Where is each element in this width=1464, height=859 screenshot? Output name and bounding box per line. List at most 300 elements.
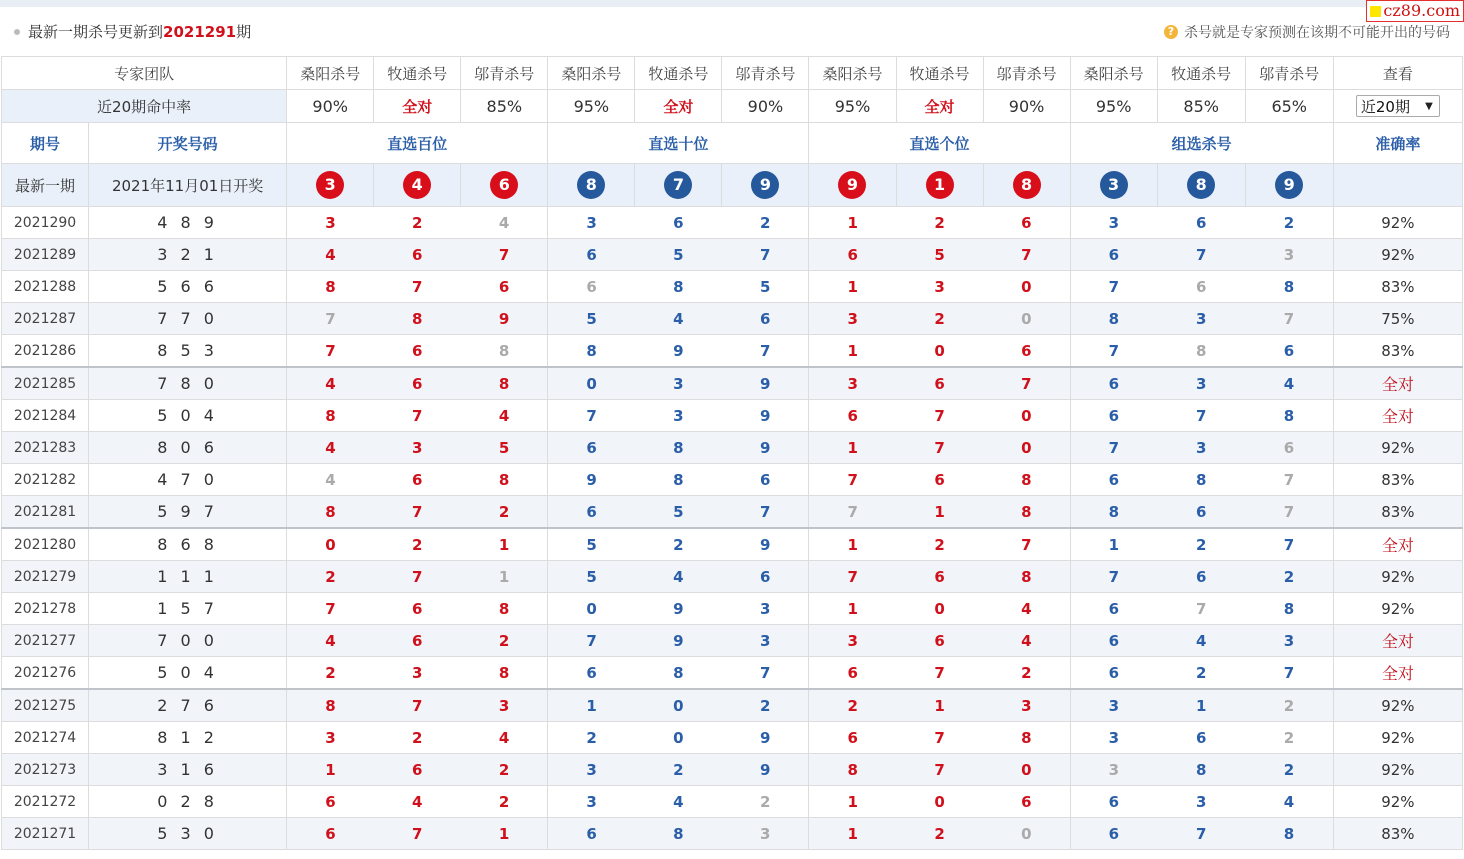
table-row: [2, 496, 1463, 529]
latest-kill-cell: [1245, 164, 1333, 207]
kill-number: 6: [548, 496, 635, 529]
accuracy-value: 75%: [1333, 303, 1462, 335]
kill-number: 4: [374, 786, 461, 818]
table-row: [2, 400, 1463, 432]
kill-number: 4: [287, 625, 374, 657]
kill-number: 3: [461, 689, 548, 722]
latest-kill-cell: [374, 164, 461, 207]
table-row: [2, 561, 1463, 593]
draw-number: 1 5 7: [89, 593, 287, 625]
hit-rate-value: 90%: [287, 90, 374, 123]
draw-number: 5 6 6: [89, 271, 287, 303]
accuracy-column-header: 准确率: [1333, 123, 1462, 164]
kill-number: 2: [896, 207, 983, 239]
kill-number: 3: [809, 367, 896, 400]
kill-number: 5: [548, 528, 635, 561]
kill-number: 3: [287, 722, 374, 754]
expert-name: 牧通杀号: [896, 57, 983, 90]
issue-column-header: 期号: [2, 123, 89, 164]
kill-number: 7: [896, 754, 983, 786]
kill-number: 2: [287, 657, 374, 690]
kill-number: 6: [1157, 561, 1245, 593]
draw-number: 3 2 1: [89, 239, 287, 271]
kill-number: 6: [548, 239, 635, 271]
watermark-square-icon: [1370, 6, 1381, 17]
kill-number: 6: [1070, 625, 1157, 657]
kill-number: 1: [1070, 528, 1157, 561]
table-row: [2, 786, 1463, 818]
kill-number: 7: [1157, 400, 1245, 432]
table-row: [2, 432, 1463, 464]
latest-kill-cell: [1070, 164, 1157, 207]
hit-rate-row: [2, 90, 1463, 123]
draw-number: 5 0 4: [89, 657, 287, 690]
latest-kill-ball: 8: [1187, 171, 1215, 199]
kill-number: 7: [983, 239, 1070, 271]
kill-number: 3: [548, 754, 635, 786]
kill-number: 5: [461, 432, 548, 464]
kill-number: 3: [722, 593, 809, 625]
kill-number: 4: [635, 561, 722, 593]
kill-number: 3: [548, 786, 635, 818]
title-suffix: 期: [236, 23, 252, 41]
kill-number: 7: [548, 400, 635, 432]
hit-rate-value: 95%: [1070, 90, 1157, 123]
kill-number: 8: [635, 464, 722, 496]
kill-number: 4: [287, 432, 374, 464]
issue-number: 2021281: [2, 496, 89, 529]
kill-number: 7: [1245, 464, 1333, 496]
kill-number: 6: [809, 657, 896, 690]
kill-number: 6: [1070, 367, 1157, 400]
latest-kill-ball: 3: [1100, 171, 1128, 199]
kill-number: 2: [896, 528, 983, 561]
kill-number: 3: [983, 689, 1070, 722]
kill-number: 1: [896, 689, 983, 722]
hit-rate-value: 85%: [1157, 90, 1245, 123]
kill-number: 7: [809, 561, 896, 593]
latest-kill-ball: 9: [838, 171, 866, 199]
hit-rate-value: 90%: [722, 90, 809, 123]
kill-number: 8: [635, 271, 722, 303]
kill-number: 7: [374, 561, 461, 593]
kill-number: 6: [1070, 786, 1157, 818]
kill-number: 4: [461, 722, 548, 754]
latest-label: 最新一期: [2, 164, 89, 207]
kill-number: 8: [1157, 754, 1245, 786]
kill-number: 2: [461, 625, 548, 657]
kill-number: 7: [1157, 593, 1245, 625]
hit-rate-value: 全对: [896, 90, 983, 123]
hit-rate-value: 全对: [635, 90, 722, 123]
accuracy-value: 92%: [1333, 239, 1462, 271]
kill-number: 6: [1070, 818, 1157, 850]
expert-name: 邬青杀号: [722, 57, 809, 90]
table-row: [2, 239, 1463, 271]
kill-number: 6: [548, 818, 635, 850]
kill-number: 6: [896, 561, 983, 593]
accuracy-value: 92%: [1333, 432, 1462, 464]
kill-number: 9: [722, 754, 809, 786]
kill-number: 2: [722, 207, 809, 239]
kill-number: 8: [983, 496, 1070, 529]
kill-number: 1: [1157, 689, 1245, 722]
latest-kill-ball: 8: [1013, 171, 1041, 199]
issue-number: 2021276: [2, 657, 89, 690]
bullet-icon: [14, 29, 20, 35]
kill-number: 2: [287, 561, 374, 593]
latest-kill-cell: [635, 164, 722, 207]
kill-number: 6: [983, 207, 1070, 239]
kill-number: 7: [461, 239, 548, 271]
kill-number: 5: [548, 561, 635, 593]
kill-number: 3: [287, 207, 374, 239]
kill-number: 7: [983, 528, 1070, 561]
latest-prediction-row: [2, 164, 1463, 207]
page-title: [28, 21, 251, 42]
kill-number: 8: [287, 271, 374, 303]
kill-number: 1: [461, 528, 548, 561]
kill-number: 2: [809, 689, 896, 722]
kill-number: 4: [983, 625, 1070, 657]
draw-number: 5 9 7: [89, 496, 287, 529]
latest-kill-ball: 9: [751, 171, 779, 199]
table-row: [2, 625, 1463, 657]
group-header: 直选十位: [548, 123, 809, 164]
accuracy-value: 83%: [1333, 464, 1462, 496]
kill-number: 3: [1157, 786, 1245, 818]
kill-number: 9: [548, 464, 635, 496]
kill-number: 7: [1245, 496, 1333, 529]
latest-kill-ball: 3: [316, 171, 344, 199]
kill-number: 2: [1245, 561, 1333, 593]
kill-number: 7: [1070, 561, 1157, 593]
kill-number: 7: [1157, 818, 1245, 850]
kill-number: 6: [1157, 722, 1245, 754]
kill-number: 6: [896, 464, 983, 496]
table-row: [2, 657, 1463, 690]
kill-number: 1: [287, 754, 374, 786]
kill-number: 4: [461, 400, 548, 432]
latest-kill-cell: [896, 164, 983, 207]
hit-rate-value: 65%: [1245, 90, 1333, 123]
kill-number: 4: [635, 303, 722, 335]
kill-number: 8: [1245, 271, 1333, 303]
kill-number: 7: [1245, 657, 1333, 690]
kill-number: 0: [548, 367, 635, 400]
issue-number: 2021288: [2, 271, 89, 303]
kill-number: 8: [635, 657, 722, 690]
kill-number: 6: [809, 722, 896, 754]
kill-number: 6: [1157, 207, 1245, 239]
kill-number: 9: [461, 303, 548, 335]
draw-number: 7 0 0: [89, 625, 287, 657]
kill-number: 8: [461, 367, 548, 400]
kill-number: 9: [635, 593, 722, 625]
kill-number: 1: [896, 496, 983, 529]
accuracy-value: 83%: [1333, 335, 1462, 368]
kill-number: 8: [461, 335, 548, 368]
kill-number: 2: [1157, 657, 1245, 690]
draw-number: 4 8 9: [89, 207, 287, 239]
kill-number: 9: [722, 432, 809, 464]
kill-number: 3: [722, 818, 809, 850]
table-row: [2, 367, 1463, 400]
kill-number: 3: [1070, 754, 1157, 786]
kill-number: 6: [1070, 400, 1157, 432]
kill-number: 2: [461, 786, 548, 818]
site-watermark: [1366, 0, 1464, 22]
kill-number: 0: [896, 593, 983, 625]
kill-number: 2: [1245, 689, 1333, 722]
kill-number: 7: [1070, 271, 1157, 303]
kill-number: 6: [1245, 335, 1333, 368]
kill-number: 2: [983, 657, 1070, 690]
expert-name: 牧通杀号: [635, 57, 722, 90]
kill-number: 1: [461, 818, 548, 850]
table-row: [2, 754, 1463, 786]
issue-number: 2021290: [2, 207, 89, 239]
kill-number: 0: [983, 818, 1070, 850]
kill-number: 8: [1245, 818, 1333, 850]
kill-number: 6: [548, 271, 635, 303]
kill-number: 3: [548, 207, 635, 239]
kill-number: 8: [1245, 593, 1333, 625]
latest-issue-number: 2021291: [163, 23, 237, 41]
table-row: [2, 722, 1463, 754]
issue-number: 2021287: [2, 303, 89, 335]
kill-number: 2: [374, 207, 461, 239]
accuracy-value: 92%: [1333, 561, 1462, 593]
kill-number: 2: [1245, 722, 1333, 754]
kill-number: 3: [1157, 432, 1245, 464]
latest-kill-cell: [548, 164, 635, 207]
kill-number: 6: [722, 561, 809, 593]
kill-number: 2: [1245, 754, 1333, 786]
kill-number: 6: [374, 335, 461, 368]
kill-number: 6: [1070, 239, 1157, 271]
kill-number: 9: [722, 722, 809, 754]
kill-number: 7: [722, 657, 809, 690]
kill-number: 5: [635, 239, 722, 271]
kill-number: 2: [374, 528, 461, 561]
hit-rate-value: 90%: [983, 90, 1070, 123]
hit-rate-value: 95%: [548, 90, 635, 123]
kill-number: 2: [548, 722, 635, 754]
kill-number: 8: [983, 722, 1070, 754]
watermark-text: cz89.com: [1383, 1, 1460, 20]
kill-number: 6: [548, 657, 635, 690]
kill-number: 8: [461, 593, 548, 625]
latest-kill-cell: [287, 164, 374, 207]
kill-number: 8: [548, 335, 635, 368]
kill-number: 3: [896, 271, 983, 303]
kill-number: 3: [1245, 625, 1333, 657]
kill-number: 6: [983, 786, 1070, 818]
kill-number: 2: [896, 818, 983, 850]
issue-number: 2021271: [2, 818, 89, 850]
kill-number: 0: [983, 303, 1070, 335]
table-row: [2, 818, 1463, 850]
draw-number: 5 3 0: [89, 818, 287, 850]
kill-number: 9: [635, 335, 722, 368]
kill-number: 2: [1245, 207, 1333, 239]
table-row: [2, 303, 1463, 335]
issue-number: 2021275: [2, 689, 89, 722]
kill-number: 4: [1245, 786, 1333, 818]
accuracy-value: 92%: [1333, 754, 1462, 786]
kill-number: 7: [722, 239, 809, 271]
kill-number: 3: [635, 367, 722, 400]
latest-kill-cell: [1157, 164, 1245, 207]
latest-kill-ball: 4: [403, 171, 431, 199]
kill-number: 1: [809, 593, 896, 625]
issue-number: 2021273: [2, 754, 89, 786]
kill-number: 6: [896, 625, 983, 657]
latest-draw-date: 2021年11月01日开奖: [89, 164, 287, 207]
kill-number: 7: [722, 335, 809, 368]
kill-number: 1: [809, 335, 896, 368]
page-header: [0, 10, 1464, 56]
hit-rate-value: 85%: [461, 90, 548, 123]
expert-name: 邬青杀号: [461, 57, 548, 90]
kill-number: 2: [635, 528, 722, 561]
kill-number: 8: [287, 689, 374, 722]
table-row: [2, 593, 1463, 625]
kill-number: 3: [1070, 689, 1157, 722]
period-select[interactable]: 近20期 ▼: [1356, 95, 1440, 117]
kill-number: 0: [287, 528, 374, 561]
kill-number: 7: [287, 303, 374, 335]
kill-number: 7: [548, 625, 635, 657]
kill-number: 7: [896, 722, 983, 754]
kill-number: 9: [722, 400, 809, 432]
latest-kill-ball: 6: [490, 171, 518, 199]
draw-number: 4 7 0: [89, 464, 287, 496]
kill-number: 6: [722, 464, 809, 496]
kill-number: 3: [1070, 722, 1157, 754]
kill-number: 7: [287, 593, 374, 625]
view-label: 查看: [1333, 57, 1462, 90]
group-header: 直选百位: [287, 123, 548, 164]
kill-number: 5: [896, 239, 983, 271]
kill-number: 6: [287, 786, 374, 818]
kill-number: 7: [722, 496, 809, 529]
accuracy-value: 83%: [1333, 818, 1462, 850]
kill-number: 2: [635, 754, 722, 786]
kill-number: 1: [461, 561, 548, 593]
accuracy-value: 全对: [1333, 528, 1462, 561]
issue-number: 2021285: [2, 367, 89, 400]
expert-name: 牧通杀号: [374, 57, 461, 90]
kill-number: 4: [287, 367, 374, 400]
expert-name: 邬青杀号: [1245, 57, 1333, 90]
kill-number: 6: [287, 818, 374, 850]
kill-number: 0: [896, 335, 983, 368]
kill-number: 7: [1245, 303, 1333, 335]
latest-kill-ball: 7: [664, 171, 692, 199]
kill-number: 6: [1070, 464, 1157, 496]
kill-number: 6: [548, 432, 635, 464]
kill-number: 8: [287, 496, 374, 529]
kill-number: 4: [287, 239, 374, 271]
issue-number: 2021283: [2, 432, 89, 464]
latest-kill-ball: 1: [926, 171, 954, 199]
kill-number: 7: [1070, 335, 1157, 368]
hit-rate-value: 95%: [809, 90, 896, 123]
kill-number: 2: [896, 303, 983, 335]
kill-number: 4: [1157, 625, 1245, 657]
group-header: 直选个位: [809, 123, 1070, 164]
draw-number: 7 7 0: [89, 303, 287, 335]
kill-number: 6: [722, 303, 809, 335]
expert-name: 牧通杀号: [1157, 57, 1245, 90]
expert-team-row: [2, 57, 1463, 90]
kill-number: 0: [983, 400, 1070, 432]
kill-number: 6: [1070, 657, 1157, 690]
kill-number: 8: [1070, 496, 1157, 529]
kill-number: 7: [374, 271, 461, 303]
table-row: [2, 464, 1463, 496]
kill-number: 0: [983, 754, 1070, 786]
accuracy-value: 全对: [1333, 367, 1462, 400]
kill-number: 7: [374, 689, 461, 722]
help-tip-text: 杀号就是专家预测在该期不可能开出的号码: [1184, 25, 1450, 41]
issue-number: 2021286: [2, 335, 89, 368]
kill-number: 7: [1070, 432, 1157, 464]
kill-number: 7: [1245, 528, 1333, 561]
kill-number: 2: [374, 722, 461, 754]
kill-number: 6: [461, 271, 548, 303]
kill-number: 0: [896, 786, 983, 818]
kill-number: 7: [896, 400, 983, 432]
kill-number: 8: [1070, 303, 1157, 335]
kill-number: 8: [287, 400, 374, 432]
latest-accuracy-empty: [1333, 164, 1462, 207]
table-row: [2, 271, 1463, 303]
kill-number: 1: [809, 818, 896, 850]
kill-number: 8: [809, 754, 896, 786]
kill-number: 7: [896, 657, 983, 690]
column-header-row: [2, 123, 1463, 164]
kill-number: 7: [809, 464, 896, 496]
kill-number: 6: [374, 239, 461, 271]
kill-number: 4: [287, 464, 374, 496]
kill-number: 6: [809, 400, 896, 432]
latest-kill-cell: [809, 164, 896, 207]
issue-number: 2021278: [2, 593, 89, 625]
table-row: [2, 689, 1463, 722]
group-header: 组选杀号: [1070, 123, 1333, 164]
accuracy-value: 全对: [1333, 625, 1462, 657]
issue-number: 2021277: [2, 625, 89, 657]
expert-name: 桑阳杀号: [1070, 57, 1157, 90]
kill-number: 6: [635, 207, 722, 239]
draw-number: 8 6 8: [89, 528, 287, 561]
accuracy-value: 92%: [1333, 722, 1462, 754]
accuracy-value: 全对: [1333, 657, 1462, 690]
kill-number: 7: [983, 367, 1070, 400]
kill-number: 3: [809, 625, 896, 657]
kill-number: 1: [809, 432, 896, 464]
kill-number: 6: [896, 367, 983, 400]
kill-number: 2: [461, 496, 548, 529]
kill-number: 1: [809, 786, 896, 818]
accuracy-value: 92%: [1333, 593, 1462, 625]
kill-number: 8: [635, 818, 722, 850]
hit-rate-value: 全对: [374, 90, 461, 123]
expert-name: 桑阳杀号: [548, 57, 635, 90]
